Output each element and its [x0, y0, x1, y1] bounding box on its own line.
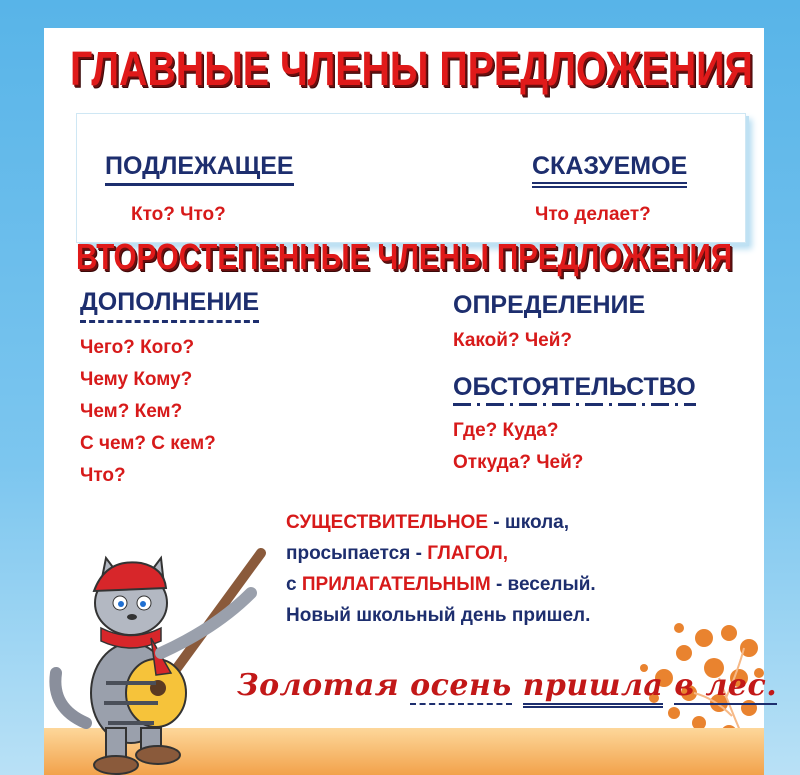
handwritten-word-4: в лес.: [674, 668, 778, 703]
predicate-questions: Что делает?: [535, 204, 651, 225]
object-question-2: Чему Кому?: [80, 369, 193, 390]
adjective-example: - веселый.: [490, 574, 596, 595]
handwritten-word-1: Золотая: [237, 668, 400, 703]
predicate-label: СКАЗУЕМОЕ: [532, 152, 687, 188]
adj-prefix: с: [286, 574, 302, 595]
handwritten-word-2: осень: [410, 668, 512, 703]
example-line-2: [286, 543, 508, 565]
poster-card: [44, 28, 778, 775]
example-line-3: [286, 574, 596, 596]
main-members-box: [76, 113, 746, 243]
attribute-questions: Какой? Чей?: [453, 330, 573, 351]
adverbial-label: ОБСТОЯТЕЛЬСТВО: [453, 373, 696, 406]
adverbial-question-1: Где? Куда?: [453, 420, 559, 441]
main-title: ГЛАВНЫЕ ЧЛЕНЫ ПРЕДЛОЖЕНИЯ: [70, 43, 753, 96]
handwritten-word-3: пришла: [523, 668, 664, 708]
noun-example: - школа,: [488, 512, 570, 533]
object-question-5: Что?: [80, 465, 126, 486]
adverbial-question-2: Откуда? Чей?: [453, 452, 584, 473]
noun-term: СУЩЕСТВИТЕЛЬНОЕ: [286, 512, 488, 533]
object-question-1: Чего? Кого?: [80, 337, 195, 358]
subject-label: ПОДЛЕЖАЩЕЕ: [105, 152, 294, 186]
example-line-4: Новый школьный день пришел.: [286, 605, 591, 626]
object-question-4: С чем? С кем?: [80, 433, 216, 454]
object-label: ДОПОЛНЕНИЕ: [80, 288, 259, 323]
verb-term: ГЛАГОЛ,: [427, 543, 508, 564]
subject-questions: Кто? Что?: [131, 204, 226, 225]
object-question-3: Чем? Кем?: [80, 401, 183, 422]
adjective-term: ПРИЛАГАТЕЛЬНЫМ: [301, 574, 491, 595]
cat-guitar-illustration: [46, 533, 276, 775]
attribute-label: ОПРЕДЕЛЕНИЕ: [453, 291, 646, 319]
secondary-title: ВТОРОСТЕПЕННЫЕ ЧЛЕНЫ ПРЕДЛОЖЕНИЯ: [76, 236, 732, 277]
example-line-1: [286, 512, 569, 534]
handwritten-sentence: [237, 668, 777, 703]
verb-example: просыпается -: [286, 543, 428, 564]
